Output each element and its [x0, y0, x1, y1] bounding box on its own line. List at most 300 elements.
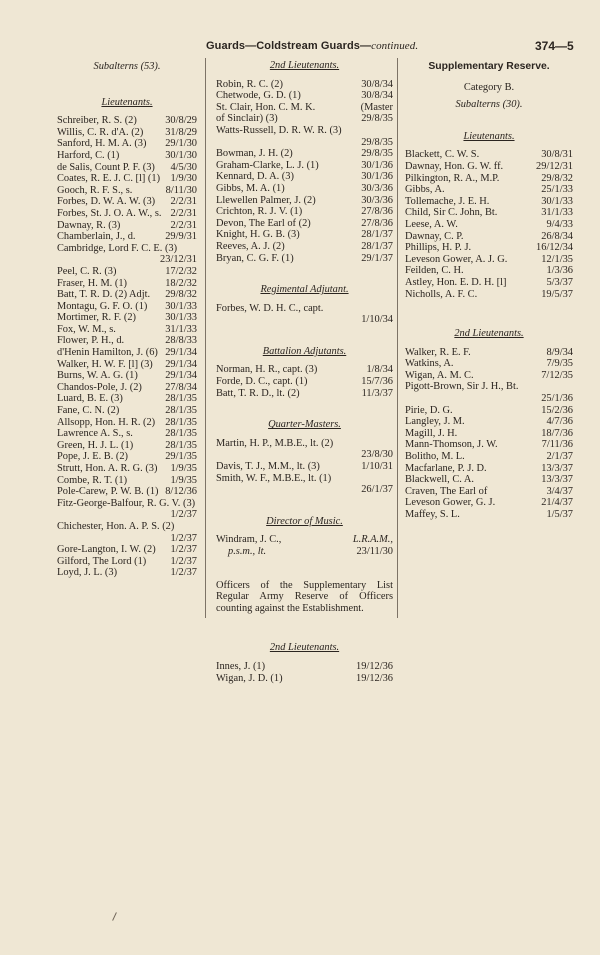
entry-date: 1/9/35 [170, 463, 197, 474]
list-item [216, 438, 393, 450]
entry-date: 30/8/34 [361, 78, 393, 90]
entry-name: Wigan, J. D. (1) [216, 672, 283, 684]
lieutenants-list [405, 149, 573, 300]
list-item [405, 265, 573, 277]
entry-name: Luard, B. E. (3) [57, 393, 123, 405]
list-item [405, 381, 573, 393]
supplementary-reserve-heading: Supplementary Reserve. [428, 61, 550, 72]
battalion-adjutants-list [216, 364, 393, 399]
entry-name: Llewellen Palmer, J. (2) [216, 194, 316, 206]
entry-name: Dawnay, C. P. [405, 230, 464, 242]
entry-date: 1/2/37 [170, 544, 197, 556]
entry-name: Norman, H. R., capt. (3) [216, 364, 318, 376]
entry-date: 7/9/35 [546, 358, 573, 370]
list-item [216, 534, 393, 546]
entry-name: Mann-Thomson, J. W. [405, 439, 498, 451]
list-item [405, 277, 573, 289]
list-item [216, 206, 393, 218]
entry-date: (Master [360, 101, 393, 113]
entry-date: 28/1/35 [165, 439, 197, 451]
entry-name: Cambridge, Lord F. C. E. (3) [57, 242, 178, 254]
entry-name: d'Henin Hamilton, J. (6) [57, 347, 158, 359]
entry-date: 28/1/35 [165, 405, 197, 417]
entry-date: 28/1/35 [165, 393, 197, 405]
column-3 [405, 58, 573, 521]
list-item [57, 428, 197, 440]
entry-name: St. Clair, Hon. C. M. K. [216, 101, 316, 113]
entry-date: 30/1/33 [541, 195, 573, 207]
lieutenants-list [57, 115, 197, 243]
list-item [216, 253, 393, 265]
entry-date: 4/7/36 [546, 416, 573, 428]
entry-date: 9/4/33 [546, 218, 573, 230]
entry-name: Chamberlain, J., d. [57, 231, 136, 243]
entry-date: 30/1/33 [165, 312, 197, 324]
entry-name: Flower, P. H., d. [57, 335, 125, 347]
entry-name: Martin, H. P., M.B.E., lt. (2) [216, 437, 334, 449]
list-item [57, 347, 197, 359]
list-item [57, 324, 197, 336]
list-item [57, 231, 197, 243]
entry-rank: p.s.m., lt. [228, 546, 267, 557]
entry-date: 30/1/36 [361, 171, 393, 183]
entry-name: Bowman, J. H. (2) [216, 148, 293, 160]
entry-date: 1/3/36 [546, 265, 573, 277]
entry-name: Nicholls, A. F. C. [405, 288, 478, 300]
list-item [57, 567, 197, 579]
entry-date: 29/1/34 [165, 358, 197, 370]
list-item [216, 183, 393, 195]
entry-date: 25/1/33 [541, 184, 573, 196]
entry-date: 21/4/37 [541, 497, 573, 509]
entry-name: Montagu, G. F. O. (1) [57, 300, 148, 312]
list-item [405, 474, 573, 486]
running-header-text: Guards—Coldstream Guards— [206, 40, 372, 52]
entry-name: Walker, H. W. F. [l] (3) [57, 358, 153, 370]
entry-name: Watkins, A. [405, 358, 454, 370]
entry-name: Wigan, A. M. C. [405, 369, 474, 381]
entry-name: Pole-Carew, P. W. B. (1) [57, 486, 159, 498]
list-item [405, 207, 573, 219]
entry-name: Forbes, D. W. A. W. (3) [57, 196, 156, 208]
list-item [405, 231, 573, 243]
entry-name: Leese, A. W. [405, 218, 458, 230]
list-item [405, 370, 573, 382]
quarter-masters-heading: Quarter-Masters. [268, 419, 341, 431]
list-item [405, 219, 573, 231]
running-header [206, 40, 418, 52]
entry-name: Gibbs, M. A. (1) [216, 182, 285, 194]
entry-date: 28/1/37 [361, 240, 393, 252]
entry-date: 8/9/34 [546, 346, 573, 358]
entry-name: Astley, Hon. E. D. H. [l] [405, 276, 507, 288]
entry-date: 29/9/31 [165, 231, 197, 243]
list-item [216, 546, 393, 558]
entry-date: 1/2/37 [170, 509, 197, 521]
entry-date: 8/11/30 [165, 184, 197, 196]
battalion-adjutants-heading: Battalion Adjutants. [262, 345, 347, 357]
list-item [405, 486, 573, 498]
list-item [405, 242, 573, 254]
second-lieutenants-list [405, 347, 573, 382]
entry-name: Pirie, D. G. [405, 404, 453, 416]
entry-name: Chandos-Pole, J. (2) [57, 381, 142, 393]
list-item [57, 521, 197, 533]
entry-name: Fitz-George-Balfour, R. G. V. (3) [57, 497, 196, 509]
list-item [216, 229, 393, 241]
entry-name: Knight, H. G. B. (3) [216, 229, 300, 241]
lieutenants-heading: Lieutenants. [101, 96, 153, 108]
list-item [216, 388, 393, 400]
list-item [405, 405, 573, 417]
entry-date: 29/1/30 [165, 138, 197, 150]
list-item [216, 303, 393, 315]
list-item [216, 241, 393, 253]
entry-date: 1/9/35 [170, 474, 197, 486]
entry-date: 2/2/31 [170, 207, 197, 219]
entry-date: 29/8/35 [361, 148, 393, 160]
entry-date: 29/8/32 [165, 289, 197, 301]
list-item [57, 312, 197, 324]
list-item [405, 439, 573, 451]
entry-date: 1/2/37 [170, 555, 197, 567]
entry-date: 30/8/31 [541, 149, 573, 161]
lieutenants-heading: Lieutenants. [463, 130, 515, 142]
entry-date: 23/12/31 [160, 254, 197, 266]
entry-date: 1/9/30 [170, 173, 197, 185]
list-item [405, 289, 573, 301]
entry-date: 30/1/36 [361, 159, 393, 171]
list-item [405, 347, 573, 359]
entry-name: Pilkington, R. A., M.P. [405, 172, 500, 184]
entry-name: Robin, R. C. (2) [216, 78, 283, 90]
entry-name: Lawrence A. S., s. [57, 428, 133, 440]
second-lieutenants-list-2 [405, 405, 573, 521]
entry-name: Gilford, The Lord (1) [57, 555, 147, 567]
list-item [216, 160, 393, 172]
entry-name: of Sinclair) (3) [216, 113, 278, 125]
entry-date: 29/12/31 [536, 160, 573, 172]
entry-name: Watts-Russell, D. R. W. R. (3) [216, 124, 342, 136]
entry-name: Sanford, H. M. A. (3) [57, 138, 147, 150]
list-item [57, 417, 197, 429]
director-of-music-heading: Director of Music. [266, 515, 343, 527]
entry-name: Harford, C. (1) [57, 149, 120, 161]
entry-name: Mortimer, R. F. (2) [57, 312, 136, 324]
entry-name: Devon, The Earl of (2) [216, 217, 311, 229]
list-item [405, 184, 573, 196]
entry-name: Allsopp, Hon. H. R. (2) [57, 416, 156, 428]
list-item [405, 149, 573, 161]
entry-date: 2/1/37 [546, 451, 573, 463]
list-item [216, 90, 393, 102]
entry-date: 29/8/35 [361, 136, 393, 148]
entry-name: Peel, C. R. (3) [57, 265, 117, 277]
entry-qualification: L.R.A.M., [352, 534, 393, 546]
entry-date: 16/12/34 [536, 242, 573, 254]
entry-name: Windram, J. C., [216, 534, 282, 546]
entry-name: Leveson Gower, A. J. G. [405, 253, 508, 265]
entry-date: 29/8/32 [541, 172, 573, 184]
entry-date: 30/8/29 [165, 115, 197, 127]
supplementary-list [216, 661, 393, 684]
list-item [57, 162, 197, 174]
regimental-adjutant-heading: Regimental Adjutant. [260, 284, 349, 296]
list-item [57, 196, 197, 208]
page-number: 374—5 [535, 39, 574, 53]
entry-date: 28/1/37 [361, 229, 393, 241]
list-item [405, 509, 573, 521]
entry-name: Fane, C. N. (2) [57, 405, 120, 417]
list-item [216, 473, 393, 485]
entry-name: Walker, R. E. F. [405, 346, 471, 358]
second-lieutenants-heading: 2nd Lieutenants. [454, 328, 524, 340]
list-item [216, 195, 393, 207]
entry-date: 1/10/34 [361, 314, 393, 326]
entry-date: 23/11/30 [356, 546, 393, 557]
entry-name: Fraser, H. M. (1) [57, 277, 127, 289]
list-item [57, 150, 197, 162]
list-item [57, 440, 197, 452]
entry-name: Pope, J. E. B. (2) [57, 451, 128, 463]
entry-date: 8/12/36 [165, 486, 197, 498]
list-item [216, 673, 393, 685]
entry-name: Bolitho, M. L. [405, 451, 465, 463]
second-lieutenants-list-2 [216, 148, 393, 264]
entry-date: 15/2/36 [541, 404, 573, 416]
list-item [57, 382, 197, 394]
entry-name: Fox, W. M., s. [57, 323, 116, 335]
list-item [216, 125, 393, 137]
category-label: Category B. [463, 81, 515, 93]
list-item [405, 463, 573, 475]
entry-name: Craven, The Earl of [405, 485, 488, 497]
second-lieutenants-heading: 2nd Lieutenants. [269, 60, 340, 71]
list-item [57, 486, 197, 498]
officers-paragraph: Officers of the Supplementary List Regular Army Reserve of Officers counting against the Establishment. [216, 579, 393, 614]
entry-name: Dawnay, R. (3) [57, 219, 121, 231]
entry-name: Feilden, C. H. [405, 265, 464, 277]
list-item [405, 497, 573, 509]
entry-name: Langley, J. M. [405, 416, 465, 428]
entry-date: 7/12/35 [541, 369, 573, 381]
lieutenants-list-2 [57, 266, 197, 498]
entry-name: Chetwode, G. D. (1) [216, 90, 301, 102]
entry-name: de Salis, Count P. F. (3) [57, 161, 155, 173]
entry-name: Forbes, St. J. O. A. W., s. [57, 207, 162, 219]
list-item [405, 173, 573, 185]
entry-date: 19/5/37 [541, 288, 573, 300]
list-item [57, 335, 197, 347]
entry-date: 1/2/37 [170, 567, 197, 579]
entry-name: Innes, J. (1) [216, 660, 266, 672]
list-item [57, 185, 197, 197]
list-item [57, 451, 197, 463]
list-item [216, 364, 393, 376]
column-divider-right [397, 58, 398, 618]
list-item [57, 393, 197, 405]
list-item [405, 416, 573, 428]
list-item [57, 115, 197, 127]
second-lieutenants-heading-2: 2nd Lieutenants. [269, 642, 340, 654]
list-item [405, 196, 573, 208]
entry-name: Batt, T. R. D. (2) Adjt. [57, 289, 151, 301]
entry-name: Green, H. J. L. (1) [57, 439, 134, 451]
entry-name: Blackett, C. W. S. [405, 149, 480, 161]
entry-date: 7/11/36 [541, 439, 573, 451]
running-header-continued: continued. [371, 40, 419, 52]
entry-date: 29/1/37 [361, 252, 393, 264]
list-item [57, 359, 197, 371]
list-item [57, 544, 197, 556]
entry-name: Tollemache, J. E. H. [405, 195, 490, 207]
entry-date: 30/1/33 [165, 300, 197, 312]
entry-date: 31/1/33 [541, 207, 573, 219]
list-item [57, 173, 197, 185]
list-item [405, 451, 573, 463]
entry-date: 27/8/36 [361, 217, 393, 229]
entry-date: 4/5/30 [170, 161, 197, 173]
entry-date: 1/8/34 [366, 364, 393, 376]
entry-date: 15/7/36 [361, 376, 393, 388]
list-item [57, 266, 197, 278]
entry-name: Kennard, D. A. (3) [216, 171, 294, 183]
subalterns-heading: Subalterns (53). [93, 61, 161, 72]
entry-date: 31/1/33 [165, 323, 197, 335]
entry-date: 18/7/36 [541, 427, 573, 439]
entry-name: Pigott-Brown, Sir J. H., Bt. [405, 381, 519, 393]
entry-name: Smith, W. F., M.B.E., lt. (1) [216, 472, 332, 484]
entry-date: 27/8/34 [165, 381, 197, 393]
entry-date: 13/3/37 [541, 462, 573, 474]
entry-name: Forbes, W. D. H. C., capt. [216, 302, 324, 314]
list-item [57, 301, 197, 313]
entry-name: Graham-Clarke, L. J. (1) [216, 159, 319, 171]
entry-name: Burns, W. A. G. (1) [57, 370, 138, 382]
list-item [57, 278, 197, 290]
column-1 [57, 58, 197, 579]
entry-name: Schreiber, R. S. (2) [57, 115, 137, 127]
entry-name: Davis, T. J., M.M., lt. (3) [216, 461, 320, 473]
second-lieutenants-list [216, 79, 393, 137]
column-divider-left [205, 58, 206, 618]
entry-date: 23/8/30 [361, 449, 393, 461]
entry-date: 29/1/34 [165, 347, 197, 359]
entry-date: 26/8/34 [541, 230, 573, 242]
list-item [405, 161, 573, 173]
list-item [57, 243, 197, 255]
entry-date: 28/8/33 [165, 335, 197, 347]
list-item [216, 461, 393, 473]
entry-date: 1/5/37 [546, 509, 573, 520]
list-item [57, 498, 197, 510]
entry-date: 17/2/32 [165, 265, 197, 277]
entry-name: Leveson Gower, G. J. [405, 497, 496, 509]
entry-date: 19/12/36 [356, 672, 393, 684]
entry-date: 18/2/32 [165, 277, 197, 289]
list-item [216, 661, 393, 673]
list-item [405, 428, 573, 440]
entry-date: 28/1/35 [165, 416, 197, 428]
entry-date: 29/1/35 [165, 451, 197, 463]
list-item [57, 208, 197, 220]
lieutenants-list-3 [57, 544, 197, 579]
list-item [216, 79, 393, 91]
entry-date: 2/2/31 [170, 196, 197, 208]
entry-name: Combe, R. T. (1) [57, 474, 128, 486]
entry-name: Macfarlane, P. J. D. [405, 462, 487, 474]
list-item [216, 102, 393, 114]
entry-name: Blackwell, C. A. [405, 474, 474, 486]
list-item [57, 127, 197, 139]
entry-name: Coates, R. E. J. C. [l] (1) [57, 173, 161, 185]
list-item [57, 463, 197, 475]
entry-name: Magill, J. H. [405, 427, 458, 439]
entry-date: 29/1/34 [165, 370, 197, 382]
entry-name: Gooch, R. F. S., s. [57, 184, 133, 196]
entry-name: Batt, T. R. D., lt. (2) [216, 387, 300, 399]
entry-date: 26/1/37 [361, 484, 393, 496]
entry-date: 1/10/31 [361, 461, 393, 473]
list-item [57, 289, 197, 301]
entry-date: 1/2/37 [170, 532, 197, 544]
entry-name: Bryan, C. G. F. (1) [216, 252, 294, 264]
entry-name: Maffey, S. L. [405, 509, 460, 520]
entry-date: 13/3/37 [541, 474, 573, 486]
entry-date: 30/1/30 [165, 149, 197, 161]
entry-name: Reeves, A. J. (2) [216, 240, 285, 252]
list-item [57, 475, 197, 487]
entry-name: Gore-Langton, I. W. (2) [57, 544, 156, 556]
entry-date: 2/2/31 [170, 219, 197, 231]
entry-date: 31/8/29 [165, 126, 197, 138]
entry-date: 19/12/36 [356, 660, 393, 672]
entry-name: Strutt, Hon. A. R. G. (3) [57, 463, 158, 474]
list-item [405, 254, 573, 266]
entry-name: Forde, D. C., capt. (1) [216, 376, 308, 388]
list-item [57, 556, 197, 568]
entry-date: 3/4/37 [546, 485, 573, 497]
entry-name: Crichton, R. J. V. (1) [216, 206, 303, 218]
list-item [57, 220, 197, 232]
entry-date: 28/1/35 [165, 428, 197, 440]
entry-name: Child, Sir C. John, Bt. [405, 207, 498, 219]
entry-date: 30/8/34 [361, 90, 393, 102]
entry-name: Dawnay, Hon. G. W. ff. [405, 160, 504, 172]
list-item [57, 370, 197, 382]
subalterns-heading: Subalterns (30). [455, 99, 523, 111]
list-item [216, 376, 393, 388]
list-item [216, 171, 393, 183]
entry-date: 12/1/35 [541, 253, 573, 265]
entry-date: 30/3/36 [361, 182, 393, 194]
entry-name: Loyd, J. L. (3) [57, 567, 118, 579]
list-item [216, 148, 393, 160]
list-item [57, 405, 197, 417]
entry-date: 29/8/35 [361, 113, 393, 125]
entry-date: 25/1/36 [541, 393, 573, 405]
entry-date: 11/3/37 [361, 387, 393, 399]
entry-name: Chichester, Hon. A. P. S. (2) [57, 520, 175, 532]
list-item [405, 358, 573, 370]
entry-name: Gibbs, A. [405, 184, 445, 196]
entry-date: 5/3/37 [546, 276, 573, 288]
list-item [216, 218, 393, 230]
ink-mark [112, 912, 117, 921]
entry-name: Phillips, H. P. J. [405, 242, 472, 254]
entry-date: 30/3/36 [361, 194, 393, 206]
column-2 [216, 58, 393, 684]
